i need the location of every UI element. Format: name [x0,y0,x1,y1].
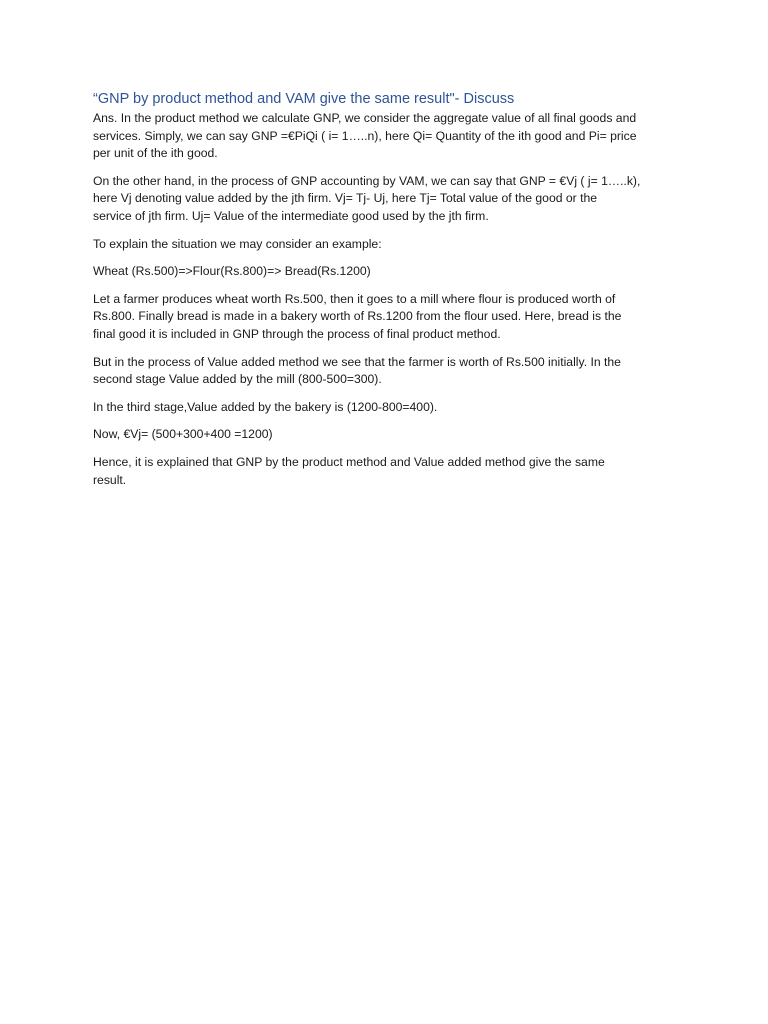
text-line: second stage Value added by the mill (800-500=300). [93,372,382,387]
text-line: Ans. In the product method we calculate GNP, we consider the aggregate value of all final goods and [93,111,637,125]
text-line: Wheat (Rs.500)=>Flour(Rs.800)=> Bread(Rs.1200) [93,264,371,279]
paragraph [93,426,683,444]
text-line: In the third stage,Value added by the bakery is (1200-800=400). [93,399,438,414]
text-line: result. [93,472,127,487]
text-line: Let a farmer produces wheat worth Rs.500, then it goes to a mill where flour is produced worth of [93,291,616,306]
text-line: services. Simply, we can say GNP =€PiQi ( i= 1…..n), here Qi= Quantity of the ith good and Pi= price [93,128,637,143]
text-line: service of jth firm. Uj= Value of the intermediate good used by the jth firm. [93,208,489,223]
paragraph [93,110,683,163]
text-line: To explain the situation we may consider an example: [93,236,382,251]
paragraph [93,173,683,226]
document-page [93,89,683,499]
text-line: here Vj denoting value added by the jth firm. Vj= Tj- Uj, here Tj= Total value of the good or the [93,191,598,206]
paragraph [93,291,683,344]
document-body [93,110,683,489]
paragraph [93,263,683,281]
text-line: Hence, it is explained that GNP by the product method and Value added method give the same [93,454,605,469]
page-title: “GNP by product method and VAM give the same result"- Discuss [93,91,515,107]
text-line: final good it is included in GNP through the process of final product method. [93,326,501,341]
text-line: Rs.800. Finally bread is made in a bakery worth of Rs.1200 from the flour used. Here, bread is the [93,309,622,324]
text-line: On the other hand, in the process of GNP accounting by VAM, we can say that GNP = €Vj ( j= 1…..k), [93,173,641,188]
paragraph [93,454,683,489]
text-line: per unit of the ith good. [93,146,218,161]
text-line: Now, €Vj= (500+300+400 =1200) [93,427,273,442]
paragraph [93,399,683,417]
paragraph [93,354,683,389]
paragraph [93,236,683,254]
text-line: But in the process of Value added method we see that the farmer is worth of Rs.500 initially. In the [93,354,621,369]
